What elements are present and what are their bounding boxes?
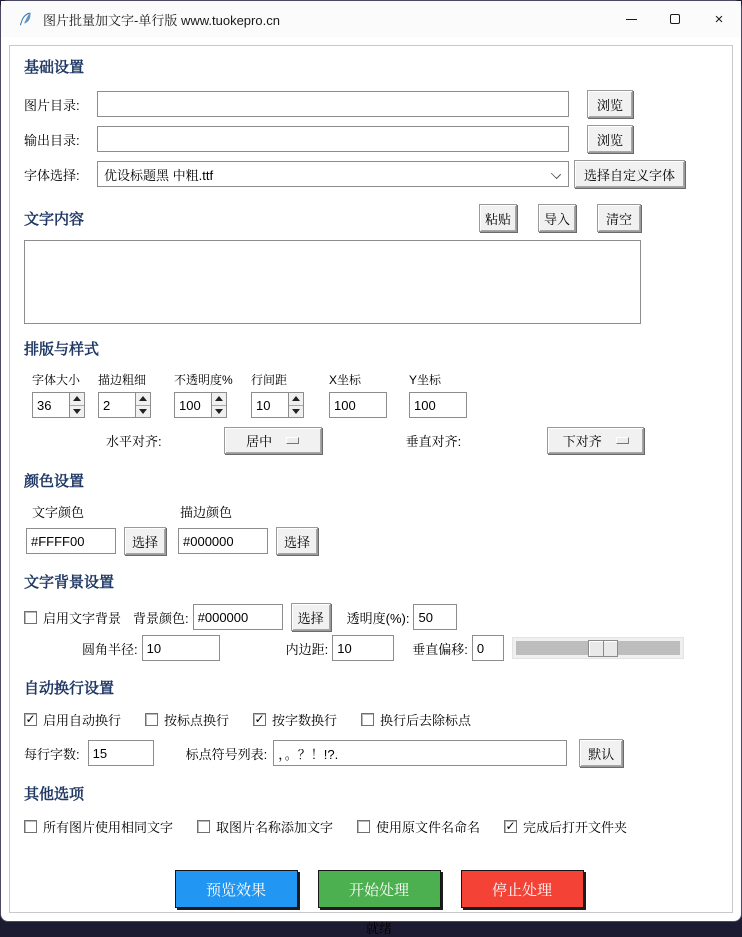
punctuation-input[interactable] (273, 740, 567, 766)
line-spacing-spin-arrows (288, 392, 304, 418)
section-text-bg-header: 文字背景设置 (24, 574, 115, 591)
use-filename-text-checkbox[interactable] (197, 817, 333, 836)
wrap-by-count-checkbox[interactable] (253, 710, 337, 729)
line-spacing-input[interactable] (251, 392, 288, 418)
stroke-width-input[interactable] (98, 392, 135, 418)
maximize-button[interactable] (653, 1, 697, 37)
chevron-down-icon (551, 169, 561, 179)
bg-opacity-label: 透明度(%): (346, 610, 410, 626)
alignment-row (16, 427, 732, 454)
wrap-by-count-label: 按字数换行 (272, 713, 338, 728)
line-spacing-spinbox (251, 392, 317, 418)
checkbox-box (197, 820, 210, 833)
other-checkbox-row (24, 817, 732, 836)
image-dir-label: 图片目录: (24, 97, 80, 113)
spin-up-icon (215, 396, 223, 401)
stroke-color-input[interactable] (178, 528, 268, 554)
output-dir-browse-button[interactable]: 浏览 (587, 125, 633, 153)
spin-down-icon (73, 409, 81, 414)
open-folder-done-label: 完成后打开文件夹 (523, 820, 628, 835)
punctuation-default-button[interactable]: 默认 (579, 739, 623, 767)
x-coord-field (329, 371, 409, 418)
wrap-by-punct-label: 按标点换行 (164, 713, 230, 728)
preview-button[interactable]: 预览效果 (175, 870, 298, 908)
font-select-label: 字体选择: (24, 167, 80, 183)
content-frame (9, 45, 733, 936)
optionmenu-indicator-icon (286, 437, 299, 444)
checkbox-box (357, 820, 370, 833)
output-dir-input[interactable] (97, 126, 569, 152)
same-text-all-checkbox[interactable] (24, 817, 173, 836)
start-button[interactable]: 开始处理 (318, 870, 441, 908)
stroke-width-spinbox (98, 392, 174, 418)
check-icon: ✓ (505, 819, 516, 833)
bg-voffset-input[interactable] (472, 635, 504, 661)
section-basic-header: 基础设置 (24, 59, 85, 76)
status-text: 就绪 (365, 921, 392, 936)
text-color-label: 文字颜色 (32, 505, 85, 520)
font-select-combobox[interactable] (97, 161, 569, 187)
checkbox-box (145, 713, 158, 726)
h-align-label: 水平对齐: (106, 434, 162, 449)
spin-down-button[interactable] (212, 405, 226, 418)
bg-voffset-slider[interactable] (512, 637, 684, 659)
same-text-all-label: 所有图片使用相同文字 (43, 820, 174, 835)
optionmenu-indicator-icon (616, 437, 629, 444)
opacity-spinbox (174, 392, 251, 418)
spin-down-button[interactable] (136, 405, 150, 418)
close-button[interactable] (697, 1, 741, 37)
stroke-color-pick-button[interactable]: 选择 (276, 527, 318, 555)
font-size-spin-arrows (69, 392, 85, 418)
section-layout-header: 排版与样式 (24, 341, 100, 358)
bg-radius-label: 圆角半径: (82, 641, 138, 657)
window-title: 图片批量加文字-单行版 www.tuokepro.cn (43, 12, 280, 28)
bg-color-input[interactable] (193, 604, 283, 630)
maximize-icon (670, 14, 680, 24)
spin-down-icon (215, 409, 223, 414)
enable-text-bg-checkbox[interactable] (24, 608, 121, 627)
section-other-header: 其他选项 (24, 786, 85, 803)
slider-handle[interactable] (588, 640, 618, 657)
text-bg-row-2 (16, 635, 732, 661)
titlebar (1, 1, 741, 37)
font-size-label: 字体大小 (32, 373, 81, 387)
enable-autowrap-label: 启用自动换行 (43, 713, 122, 728)
paste-button[interactable]: 粘贴 (479, 204, 517, 232)
opacity-spin-arrows (211, 392, 227, 418)
spin-up-icon (73, 396, 81, 401)
spin-up-icon (292, 396, 300, 401)
opacity-field (174, 371, 251, 418)
custom-font-button[interactable]: 选择自定义字体 (574, 160, 685, 188)
checkbox-box (24, 611, 37, 624)
bg-voffset-label: 垂直偏移: (412, 641, 468, 657)
enable-text-bg-label: 启用文字背景 (43, 610, 122, 626)
color-labels-row (32, 502, 732, 521)
opacity-input[interactable] (174, 392, 211, 418)
checkbox-box (24, 713, 37, 726)
text-color-pick-button[interactable]: 选择 (124, 527, 166, 555)
stroke-width-field (98, 371, 174, 418)
section-text-content-header: 文字内容 (24, 210, 85, 228)
font-size-field (32, 371, 92, 418)
spin-up-button[interactable] (136, 393, 150, 405)
text-content-header-row (24, 204, 641, 232)
enable-autowrap-checkbox[interactable] (24, 710, 121, 729)
wrap-settings-row (24, 739, 732, 767)
y-coord-label: Y坐标 (409, 373, 442, 387)
font-size-input[interactable] (32, 392, 69, 418)
window-controls (609, 1, 741, 37)
wrap-checkbox-row (24, 710, 732, 729)
stop-button[interactable]: 停止处理 (461, 870, 584, 908)
stroke-color-label: 描边颜色 (180, 505, 233, 520)
text-color-input[interactable] (26, 528, 116, 554)
close-icon: × (714, 10, 724, 28)
slider-trough (516, 641, 680, 655)
spin-up-icon (139, 396, 147, 401)
check-icon: ✓ (254, 712, 265, 726)
open-folder-done-checkbox[interactable] (504, 817, 627, 836)
y-coord-input[interactable] (409, 392, 467, 418)
font-size-spinbox (32, 392, 92, 418)
section-colors-header: 颜色设置 (24, 473, 85, 490)
import-button[interactable]: 导入 (538, 204, 576, 232)
minimize-icon (626, 19, 637, 20)
h-align-dropdown[interactable] (224, 427, 322, 454)
spin-up-button[interactable] (289, 393, 303, 405)
image-dir-row (24, 90, 732, 118)
spin-down-button[interactable] (289, 405, 303, 418)
minimize-button[interactable] (609, 1, 653, 37)
punctuation-label: 标点符号列表: (185, 746, 268, 762)
wrap-by-punct-checkbox[interactable] (145, 710, 229, 729)
keep-filename-checkbox[interactable] (357, 817, 480, 836)
font-select-value: 优设标题黑 中粗.ttf (104, 167, 214, 183)
image-dir-input[interactable] (97, 91, 569, 117)
chars-per-line-label: 每行字数: (24, 746, 80, 762)
bg-padding-label: 内边距: (285, 641, 329, 657)
opacity-label: 不透明度% (174, 373, 233, 387)
font-select-row (24, 160, 732, 188)
output-dir-label: 输出目录: (24, 132, 80, 148)
line-spacing-label: 行间距 (251, 373, 288, 387)
x-coord-label: X坐标 (329, 373, 362, 387)
v-align-label: 垂直对齐: (405, 434, 462, 449)
v-align-value: 下对齐 (562, 434, 602, 449)
strip-punct-checkbox[interactable] (361, 710, 471, 729)
checkbox-box (253, 713, 266, 726)
x-coord-input[interactable] (329, 392, 387, 418)
action-buttons-row (16, 870, 742, 908)
stroke-width-spin-arrows (135, 392, 151, 418)
app-feather-icon (17, 11, 33, 27)
spin-down-button[interactable] (70, 405, 84, 418)
bg-opacity-input[interactable] (413, 604, 457, 630)
stroke-width-label: 描边粗细 (98, 373, 147, 387)
color-inputs-row (26, 527, 732, 555)
spin-down-icon (292, 409, 300, 414)
image-dir-browse-button[interactable]: 浏览 (587, 90, 633, 118)
bg-radius-input[interactable] (142, 635, 220, 661)
text-content-textarea[interactable] (24, 240, 641, 324)
text-bg-row-1 (24, 603, 732, 631)
bg-padding-input[interactable] (332, 635, 394, 661)
strip-punct-label: 换行后去除标点 (380, 713, 472, 728)
h-align-value: 居中 (246, 434, 273, 449)
layout-fields-row (32, 371, 732, 418)
spin-up-button[interactable] (70, 393, 84, 405)
checkbox-box (24, 820, 37, 833)
text-content-buttons (479, 204, 641, 232)
v-align-dropdown[interactable] (547, 427, 644, 454)
output-dir-row (24, 125, 732, 153)
spin-down-icon (139, 409, 147, 414)
chars-per-line-input[interactable] (88, 740, 154, 766)
use-filename-text-label: 取图片名称添加文字 (216, 820, 334, 835)
checkbox-box (504, 820, 517, 833)
bg-color-label: 背景颜色: (133, 610, 189, 626)
clear-button[interactable]: 清空 (597, 204, 641, 232)
spin-up-button[interactable] (212, 393, 226, 405)
bg-color-pick-button[interactable]: 选择 (291, 603, 331, 631)
checkbox-box (361, 713, 374, 726)
y-coord-field (409, 371, 489, 418)
section-wrap-header: 自动换行设置 (24, 680, 115, 697)
check-icon: ✓ (25, 712, 36, 726)
line-spacing-field (251, 371, 317, 418)
keep-filename-label: 使用原文件名命名 (376, 820, 481, 835)
